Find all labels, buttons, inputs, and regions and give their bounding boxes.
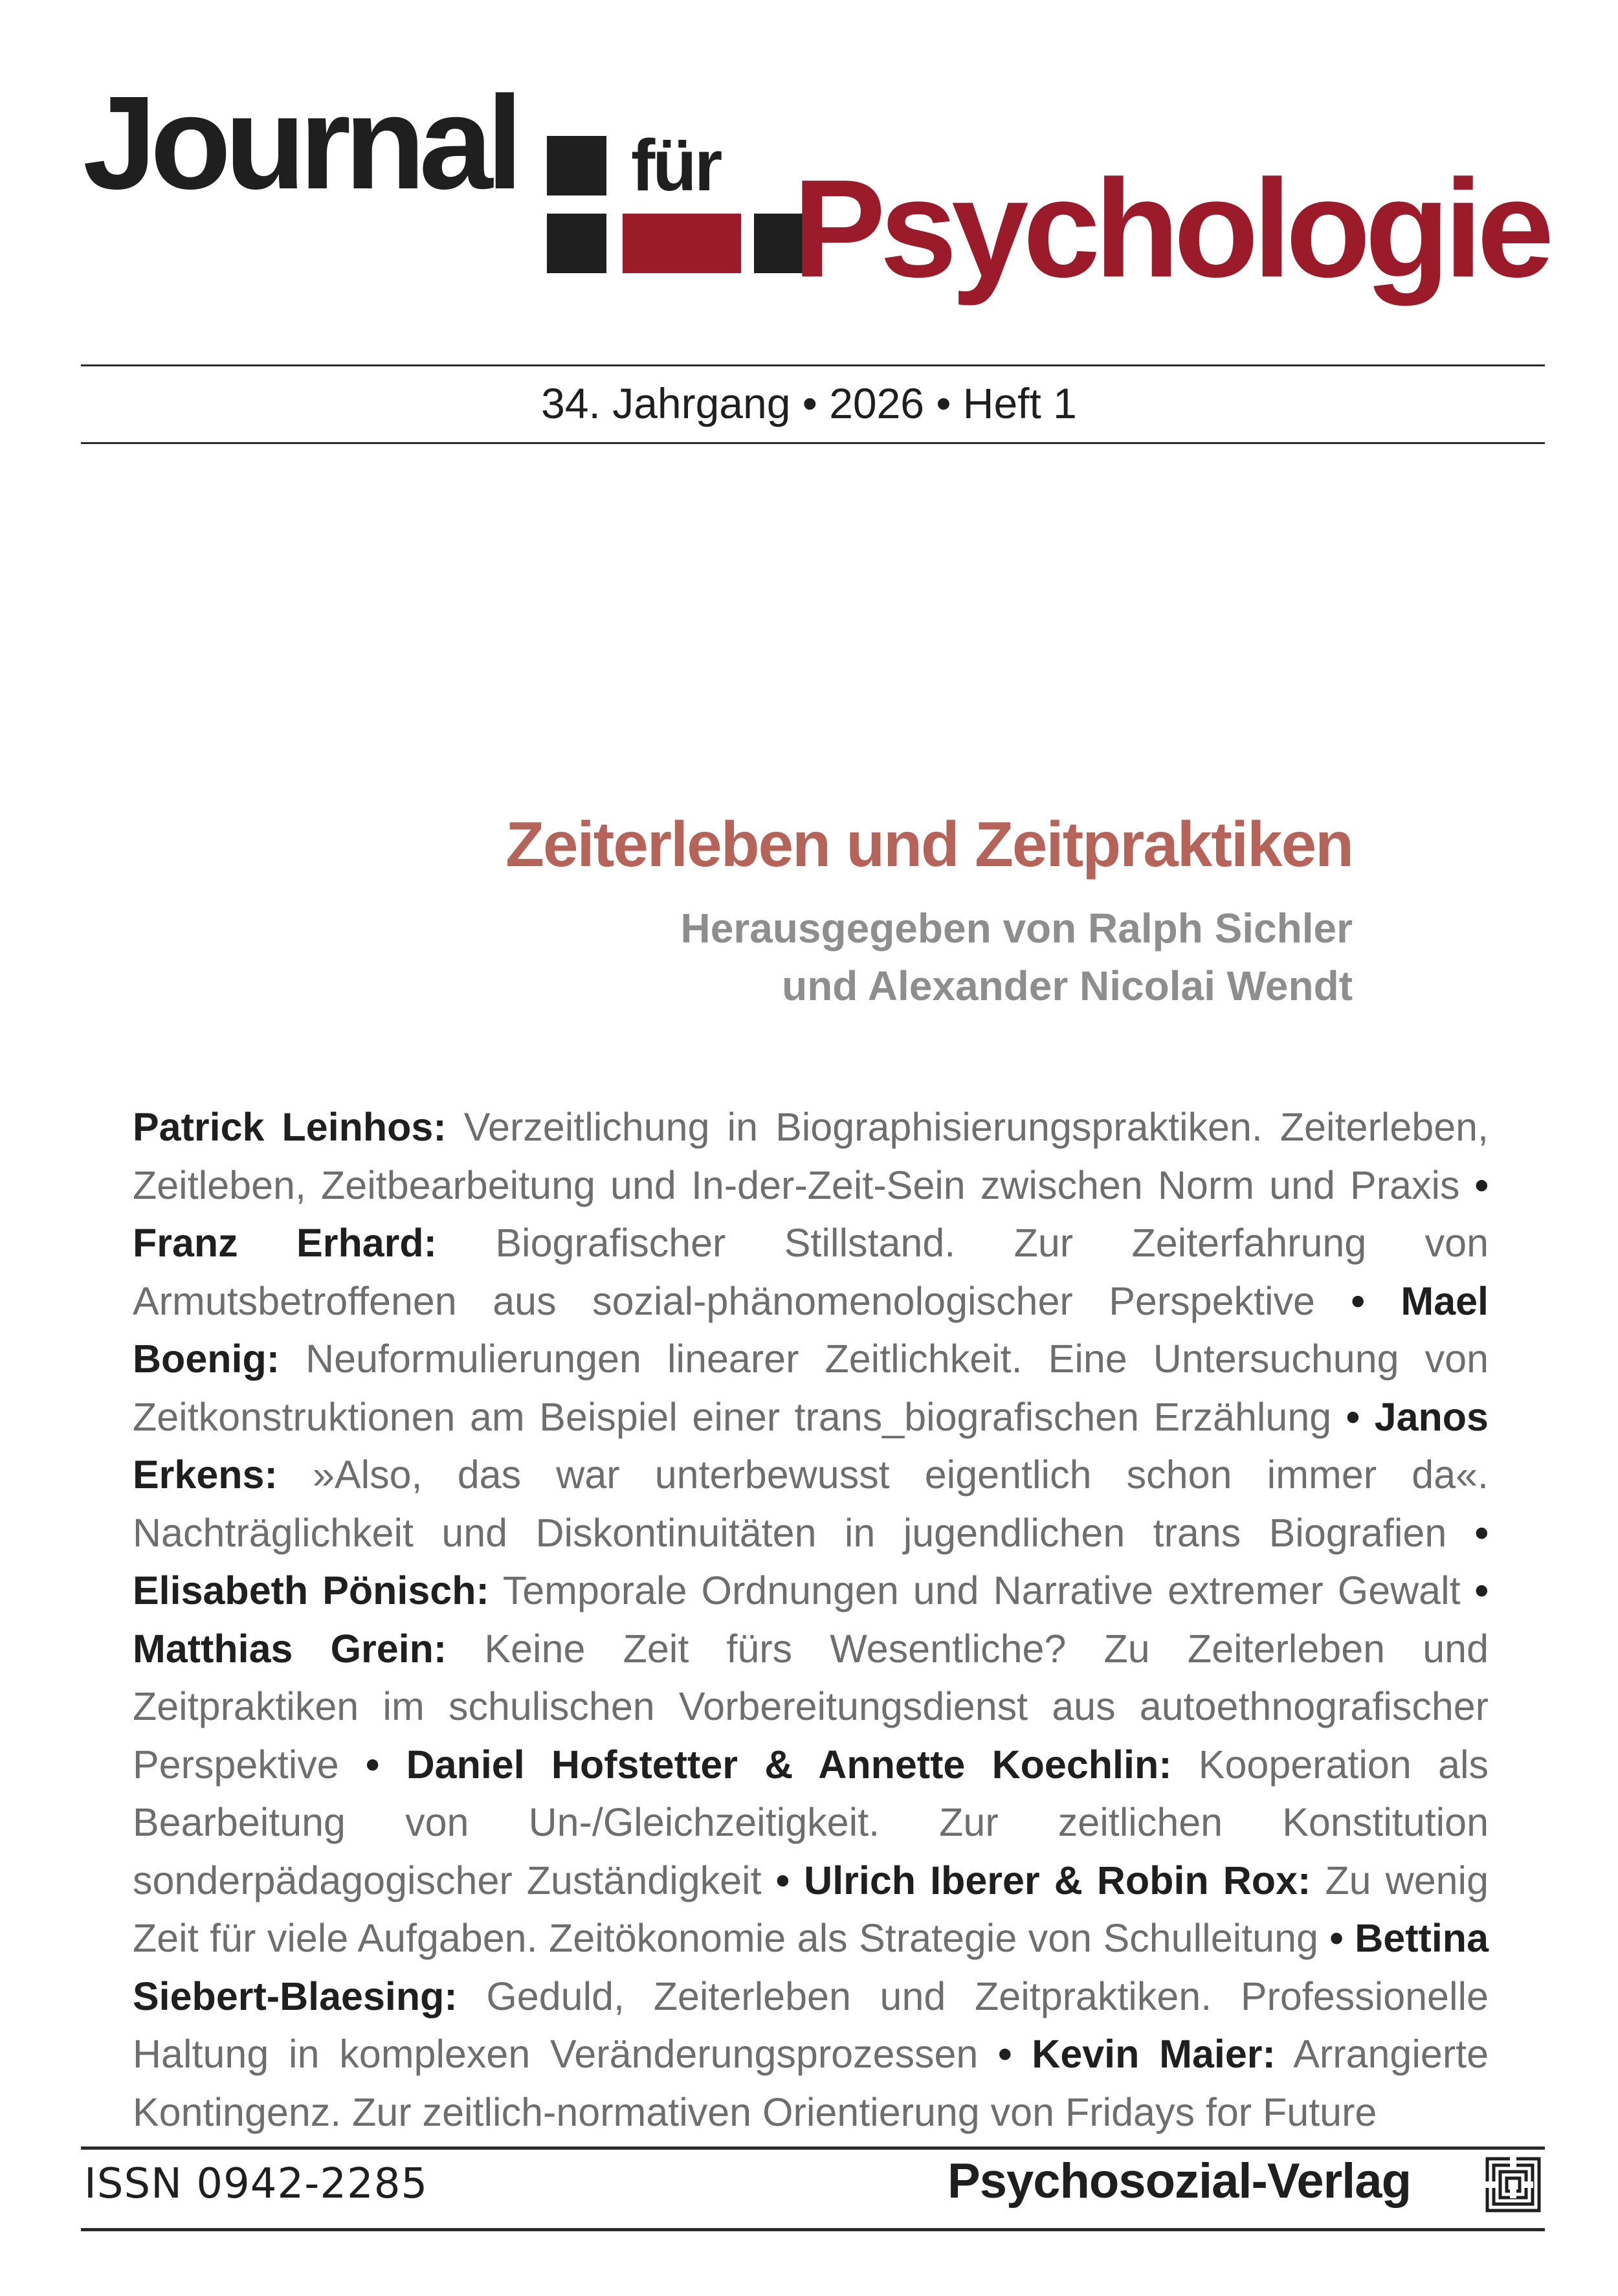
contents-separator: •	[1474, 1568, 1489, 1612]
contents-title: Arrangierte Kontingenz. Zur zeitlich-normativen Orientierung von Fridays for Future	[133, 2032, 1489, 2134]
contents-author: Matthias Grein:	[133, 1626, 447, 1671]
contents-author: Ulrich Iberer & Robin Rox:	[804, 1858, 1311, 1902]
contents-separator: •	[1329, 1916, 1344, 1960]
contents-title: Verzeitlichung in Biographisierungspraktiken. Zeiterleben, Zeitleben, Zeitbearbeitung und In-der-Zeit-Sein zwischen Norm und Praxis	[133, 1105, 1489, 1207]
contents-separator: •	[1474, 1163, 1489, 1207]
logo-square-bottom-2	[623, 214, 682, 273]
contents-separator: •	[998, 2032, 1012, 2076]
masthead-fuer: für	[631, 125, 720, 206]
contents-title: Neuformulierungen linearer Zeitlichkeit. Eine Untersuchung von Zeitkonstruktionen am Beispiel einer trans_biografischen Erzählung	[133, 1337, 1489, 1439]
table-of-contents	[133, 1098, 1489, 2141]
contents-separator: •	[775, 1858, 790, 1902]
logo-square-top	[547, 136, 606, 195]
logo-square-bottom-1	[547, 214, 606, 273]
issue-info: 34. Jahrgang • 2026 • Heft 1	[541, 379, 1077, 427]
masthead-psychologie: Psychologie	[793, 150, 1549, 306]
contents-author: Franz Erhard:	[133, 1221, 437, 1265]
footer-rule-bottom	[81, 2228, 1545, 2231]
footer-rule-top	[81, 2146, 1545, 2150]
editors-line-1: Herausgegeben von Ralph Sichler	[680, 905, 1353, 952]
contents-separator: •	[1474, 1510, 1489, 1555]
logo-square-bottom-3	[682, 214, 741, 273]
editors-line-2: und Alexander Nicolai Wendt	[782, 963, 1353, 1009]
issue-rule-bottom	[81, 442, 1545, 444]
contents-author: Daniel Hofstetter & Annette Koechlin:	[406, 1742, 1172, 1787]
contents-separator: •	[1346, 1394, 1360, 1439]
contents-title: Kooperation als Bearbeitung von Un-/Gleichzeitigkeit. Zur zeitlichen Konstitution sonderpädagogischer Zuständigkeit	[133, 1742, 1489, 1902]
issue-editors	[681, 900, 1353, 1015]
contents-title: Geduld, Zeiterleben und Zeitpraktiken. Professionelle Haltung in komplexen Veränderungsprozessen	[133, 1974, 1489, 2076]
issn: ISSN 0942-2285	[84, 2160, 428, 2208]
contents-title: Temporale Ordnungen und Narrative extremer Gewalt	[502, 1568, 1461, 1612]
contents-title: Zu wenig Zeit für viele Aufgaben. Zeitökonomie als Strategie von Schulleitung	[133, 1858, 1489, 1960]
maze-logo-icon	[1485, 2157, 1541, 2212]
contents-title: Biografischer Stillstand. Zur Zeiterfahrung von Armutsbetroffenen aus sozial-phänomenologischer Perspektive	[133, 1221, 1489, 1323]
contents-title: »Also, das war unterbewusst eigentlich schon immer da«. Nachträglichkeit und Diskontinuitäten in jugendlichen trans Biografien	[133, 1453, 1489, 1555]
contents-separator: •	[1351, 1278, 1365, 1323]
contents-author: Bettina Siebert-Blaesing:	[133, 1916, 1489, 2018]
publisher-name: Psychosozial-Verlag	[948, 2154, 1411, 2209]
contents-author: Kevin Maier:	[1032, 2032, 1276, 2076]
contents-author: Patrick Leinhos:	[133, 1105, 447, 1149]
issue-rule-top	[81, 364, 1545, 366]
contents-title: Keine Zeit fürs Wesentliche? Zu Zeiterleben und Zeitpraktiken im schulischen Vorbereitungsdienst aus autoethnografischer Perspektive	[133, 1626, 1489, 1787]
contents-author: Janos Erkens:	[133, 1394, 1489, 1497]
issue-theme-title: Zeiterleben und Zeitpraktiken	[505, 808, 1353, 880]
masthead-journal: Journal	[83, 69, 517, 217]
contents-separator: •	[365, 1742, 380, 1787]
contents-author: Elisabeth Pönisch:	[133, 1568, 489, 1612]
contents-author: Mael Boenig:	[133, 1278, 1489, 1381]
